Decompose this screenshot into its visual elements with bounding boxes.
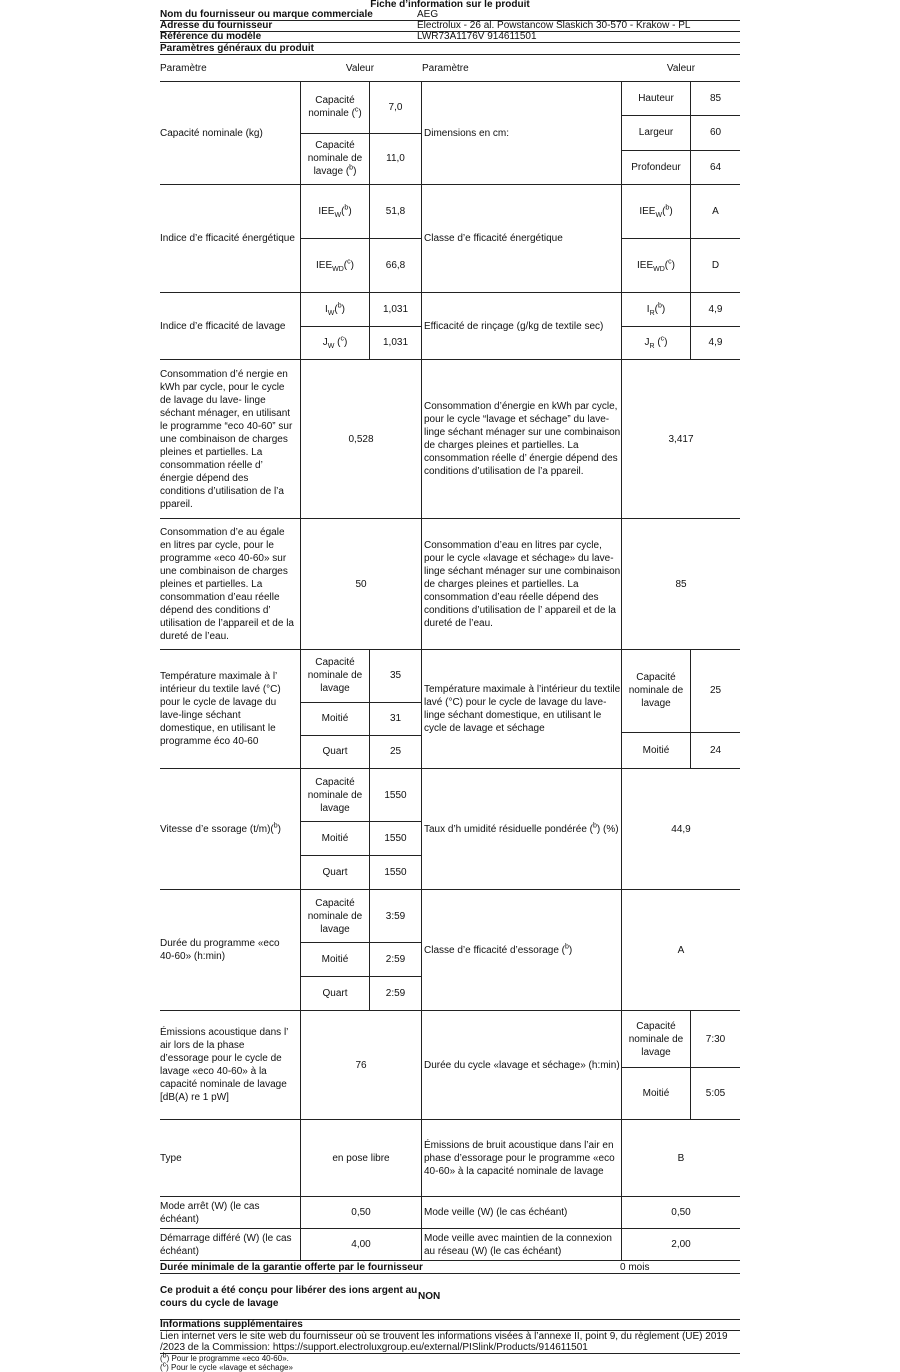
spin-speed-label: Vitesse d’e ssorage (t/m)($^b$) (160, 822, 281, 835)
spin-noise-class-label: Émissions de bruit acoustique dans l’air en phase d’essorage pour le programme «eco 40-60» à la capacité nominale de lavage (421, 1120, 621, 1196)
delay-start-label: Démarrage différé (W) (le cas échéant) (160, 1232, 292, 1257)
additional-info-text: Lien internet vers le site web du fournisseur où se trouvent les informations visées à l’annexe II, point 9, du règlement (UE) 2019 /2023 de la Commission: https://support.electroluxgroup.eu/external/PISlink/Products/914611501 (160, 1331, 740, 1354)
spin-noise-class-value: B (677, 1152, 685, 1164)
supplier-address-value: Electrolux - 26 al. Powstancow Slaskich 30-570 - Krakow - PL (417, 20, 691, 31)
off-mode-row (160, 1197, 740, 1229)
temp-half-value: 31 (369, 703, 421, 735)
delay-start-value: 4,00 (351, 1239, 371, 1250)
temp-wash-dry-half-value: 24 (690, 733, 740, 768)
height-value: 85 (690, 82, 740, 115)
col-param-1: Paramètre (160, 62, 207, 74)
spin-half-value: 1550 (369, 822, 421, 855)
water-consumption-value: 50 (355, 578, 367, 590)
duration-quarter-value: 2:59 (369, 977, 421, 1010)
eei-value-wd: 66,8 (369, 239, 421, 292)
temp-wash-dry-full-value: 25 (690, 650, 740, 732)
warranty-row (160, 1261, 740, 1274)
col-value-2: Valeur (666, 62, 696, 74)
noise-row: Émissions acoustique dans l’ air lors de la phase d’essorage pour le cycle de lavage «eco 40-60» à la capacité nominale de lavage [dB(A) re 1 pW] 76 Durée du cycle «lavage et séchage» (h:min) Capacité nominale de lavage 7:30 Moitié 5:05 (160, 1011, 740, 1120)
programme-duration-label: Durée du programme «eco 40-60» (h:min) (160, 938, 280, 962)
depth-value: 64 (690, 151, 740, 184)
silver-ions-value: NON (418, 1291, 441, 1302)
wash-dry-half-value: 5:05 (690, 1068, 740, 1119)
networked-standby-value: 2,00 (671, 1239, 691, 1250)
energy-consumption-wash-dry-value: 3,417 (668, 433, 694, 445)
spin-speed-row: Vitesse d’e ssorage (t/m)($^b$) Capacité nominale de lavage 1550 Moitié 1550 Quart 1550 Taux d’h umidité résiduelle pondérée ($^b$) (%) 44,9 (160, 769, 740, 890)
capacity-row: Capacité nominale (kg) Capacité nominale ($^c$) 7,0 Capacité nominale de lavage ($^b$) 11,0 Dimensions en cm: Hauteur 85 Largeur 60 Profondeur 64 (160, 82, 740, 185)
washing-efficiency-row: Indice d’e fficacité de lavage $I_W(^b)$ 1,031 $J_W$ ($^c$) 1,031 Efficacité de rinçage (g/kg de textile sec) $I_R(^b)$ 4,9 $J_R$ ($^c$) 4,9 (160, 293, 740, 360)
standby-value: 0,50 (671, 1207, 691, 1218)
off-mode-value: 0,50 (351, 1207, 371, 1218)
water-consumption-wash-dry-value: 85 (675, 578, 687, 590)
energy-class-w: A (690, 185, 740, 238)
delay-start-row (160, 1229, 740, 1261)
additional-info-heading: Informations supplémentaires (160, 1320, 740, 1331)
duration-half-value: 2:59 (369, 943, 421, 976)
dimensions-label: Dimensions en cm: (421, 82, 621, 184)
supplier-address-label: Adresse du fournisseur (160, 20, 273, 31)
energy-consumption-label: Consommation d’é nergie en kWh par cycle, pour le cycle de lavage du lave- linge séchant ménager, en utilisant le programme “eco 40-60” sur une combinaison de charges pleines et partielles. La consommation réelle d’ énergie dépend des conditions d’utilisation de l’a ppareil. (160, 368, 293, 510)
noise-label: Émissions acoustique dans l’ air lors de la phase d’essorage pour le cycle de lavage «eco 40-60» à la capacité nominale de lavage [dB(A) re 1 pW] (160, 1027, 289, 1103)
washing-efficiency-label: Indice d’e fficacité de lavage (160, 320, 286, 332)
jw-value: 1,031 (369, 327, 421, 360)
spin-class-value: A (677, 944, 685, 956)
energy-consumption-wash-dry-label: Consommation d’énergie en kWh par cycle, pour le cycle “lavage et séchage” du lave-linge séchant ménager sur une combinaison de charges pleines et partielles. La consommation réelle d’ énergie dépend des conditions d’utilisation de l’a ppareil. (421, 360, 621, 518)
energy-class-label: Classe d’e fficacité énergétique (421, 185, 621, 292)
eei-value-w: 51,8 (369, 185, 421, 238)
model-reference-value: LWR73A1176V 914611501 (417, 31, 537, 42)
type-value: en pose libre (332, 1152, 390, 1164)
warranty-value: 0 mois (620, 1262, 650, 1273)
spin-quarter-value: 1550 (369, 856, 421, 889)
spin-full-value: 1550 (369, 769, 421, 821)
water-consumption-wash-dry-label: Consommation d’eau en litres par cycle, pour le cycle «lavage et séchage» du lave-linge séchant ménager sur une combinaison de charges pleines et partielles. La consommation d’eau réelle dépend des conditions d’utilisation de l’ appareil et de la dureté de l’eau. (421, 519, 621, 649)
model-reference-row (160, 32, 740, 43)
sheet-title: Fiche d’information sur le produit (370, 0, 530, 10)
water-consumption-row (160, 519, 740, 650)
spin-class-label: Classe d’e fficacité d’essorage ($^b$) (421, 890, 621, 1010)
col-value-1: Valeur (345, 62, 375, 74)
ir-value: 4,9 (690, 293, 740, 326)
warranty-label: Durée minimale de la garantie offerte par le fournisseur (160, 1262, 423, 1273)
model-reference-label: Référence du modèle (160, 31, 262, 42)
col-param-2: Paramètre (422, 62, 469, 74)
capacity-value-1: 7,0 (369, 82, 421, 133)
column-header-row (160, 55, 740, 82)
energy-consumption-value: 0,528 (348, 433, 374, 445)
silver-ions-label: Ce produit a été conçu pour libérer des ions argent au cours du cycle de lavage (160, 1284, 418, 1309)
temperature-wash-dry-label: Température maximale à l’intérieur du textile lavé (°C) pour le cycle de lavage du lave-linge séchant domestique, en utilisant le cycle de lavage et séchage (421, 650, 621, 768)
temp-full-value: 35 (369, 650, 421, 702)
iw-value: 1,031 (369, 293, 421, 326)
general-params-heading: Paramètres généraux du produit (160, 43, 740, 55)
temp-quarter-value: 25 (369, 736, 421, 768)
product-information-sheet (160, 0, 740, 1372)
residual-moisture-label: Taux d’h umidité résiduelle pondérée ($^b$) (%) (421, 769, 621, 889)
networked-standby-label: Mode veille avec maintien de la connexion au réseau (W) (le cas échéant) (421, 1229, 621, 1260)
energy-class-wd: D (690, 239, 740, 292)
standby-label: Mode veille (W) (le cas échéant) (421, 1197, 621, 1228)
wash-dry-full-value: 7:30 (690, 1011, 740, 1067)
footnote-c: ($^c$) Pour le cycle «lavage et séchage» (160, 1361, 293, 1372)
residual-moisture-value: 44,9 (671, 823, 691, 835)
programme-duration-row: Durée du programme «eco 40-60» (h:min) Capacité nominale de lavage 3:59 Moitié 2:59 Quart 2:59 Classe d’e fficacité d’essorage ($^b$) A (160, 890, 740, 1011)
silver-ions-row (160, 1274, 740, 1320)
rinse-efficiency-label: Efficacité de rinçage (g/kg de textile sec) (421, 293, 621, 359)
energy-consumption-row (160, 360, 740, 519)
supplier-name-label: Nom du fournisseur ou marque commerciale (160, 9, 373, 20)
jr-value: 4,9 (690, 327, 740, 360)
supplier-name-value: AEG (417, 9, 439, 20)
noise-value: 76 (355, 1059, 367, 1071)
off-mode-label: Mode arrêt (W) (le cas échéant) (160, 1200, 260, 1225)
width-value: 60 (690, 116, 740, 149)
type-label: Type (160, 1152, 182, 1164)
duration-full-value: 3:59 (369, 890, 421, 942)
capacity-label: Capacité nominale (kg) (160, 127, 263, 139)
eei-label: Indice d’e fficacité énergétique (160, 233, 295, 244)
footnote-b: ($^b$) Pour le programme «eco 40-60». (160, 1352, 289, 1363)
wash-dry-duration-label: Durée du cycle «lavage et séchage» (h:min) (421, 1011, 621, 1119)
type-row (160, 1120, 740, 1197)
energy-efficiency-row: Indice d’e fficacité énergétique $IEE_W(^b)$ 51,8 $IEE_{WD}(^c)$ 66,8 Classe d’e fficacité énergétique $IEE_W(^b)$ A $IEE_{WD}(^c)$ D (160, 185, 740, 293)
water-consumption-label: Consommation d’e au égale en litres par cycle, pour le programme «eco 40-60» sur une combinaison de charges pleines et partielles. La consommation d’eau réelle dépend des conditions d’ utilisation de l’appareil et de la dureté de l’eau. (160, 526, 294, 642)
temperature-row: Température maximale à l’ intérieur du textile lavé (°C) pour le cycle de lavage du lave-linge séchant domestique, en utilisant le programme éco 40-60 Capacité nominale de lavage 35 Moitié 31 Quart 25 Température maximale à l’intérieur du textile lavé (°C) pour le cycle de lavage du lave-linge séchant domestique, en utilisant le cycle de lavage et séchage Capacité nominale de lavage 25 Moitié 24 (160, 650, 740, 769)
temperature-label: Température maximale à l’ intérieur du textile lavé (°C) pour le cycle de lavage du lave-linge séchant domestique, en utilisant le programme éco 40-60 (160, 671, 281, 747)
capacity-value-2: 11,0 (369, 134, 421, 185)
